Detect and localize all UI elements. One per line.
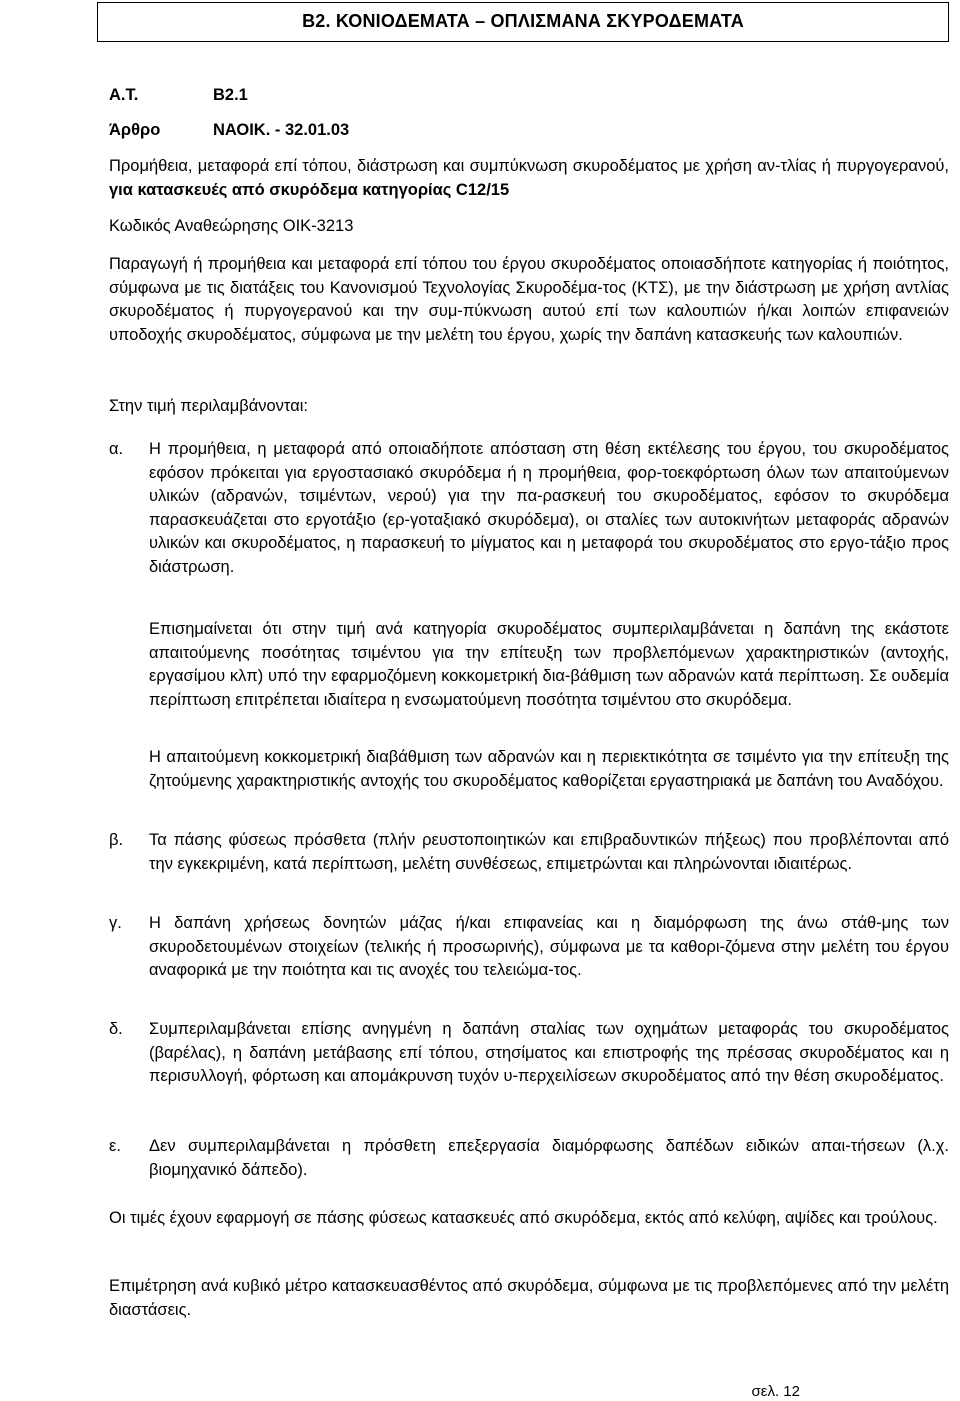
list-marker: α. [109, 440, 124, 458]
list-item-a-para-3 [109, 746, 949, 793]
list-marker: β. [109, 831, 124, 849]
article-label: Άρθρο [109, 121, 161, 139]
revision-code: Κωδικός Αναθεώρησης ΟΙΚ-3213 [109, 217, 354, 235]
page-number: σελ. 12 [751, 1383, 800, 1400]
article-value: ΝΑΟΙΚ. - 32.01.03 [213, 121, 350, 139]
included-heading: Στην τιμή περιλαμβάνονται: [109, 397, 309, 415]
item-description: Παραγωγή ή προμήθεια και μεταφορά επί τόπου του έργου σκυροδέματος οποιασδήποτε κατηγορίας ή ποιότητος, σύμφωνα με τις διατάξεις του Κανονισμού Τεχνολογίας Σκυροδέμα-τος (ΚΤΣ), με την διάστρωση με χρήση αντλίας σκυροδέματος ή πυργογερανού και την συμ-πύκνωση αυτού επί των καλουπιών ή/και λοιπών επιφανειών υποδοχής σκυροδέματος, σύμφωνα με την μελέτη του έργου, χωρίς την δαπάνη κατασκευής των καλουπιών. [109, 255, 949, 344]
section-title: Β2. ΚΟΝΙΟΔΕΜΑΤΑ – ΟΠΛΙΣΜΑΝΑ ΣΚΥΡΟΔΕΜΑΤΑ [302, 11, 744, 31]
at-value: Β2.1 [213, 86, 248, 104]
list-item-paragraph: Η προμήθεια, η μεταφορά από οποιαδήποτε απόσταση στη θέση εκτέλεσης του έργου, του σκυροδέματος εφόσον πρόκειται για εργοστασιακό σκυρόδεμα ή η προμήθεια, φορ-τοεκφόρτωση όλων των απαιτούμενων υλικών (αδρανών, τσιμέντων, νερού) για την πα-ρασκευή του σκυροδέματος, εφόσον το σκυρόδεμα παρασκευάζεται στο εργοτάξιο (ερ-γοταξιακό σκυρόδεμα), οι σταλίες των αυτοκινήτων μεταφοράς αδρανών υλικών και σκυροδέματος, η παρασκευή το μίγματος και η μεταφορά του σκυροδέματος στο εργο-τάξιο προς διάστρωση. [149, 440, 949, 576]
list-marker: γ. [109, 914, 122, 932]
applicability-note: Οι τιμές έχουν εφαρμογή σε πάσης φύσεως κατασκευές από σκυρόδεμα, εκτός από κελύφη, αψίδες και τρούλους. [109, 1209, 938, 1227]
section-header-box [97, 2, 949, 42]
item-title [109, 155, 949, 202]
list-item-c [109, 912, 949, 983]
at-label: Α.Τ. [109, 86, 139, 104]
list-item-paragraph: Η απαιτούμενη κοκκομετρική διαβάθμιση των αδρανών και η περιεκτικότητα σε τσιμέντο για την επίτευξη της ζητούμενης χαρακτηριστικής αντοχής του σκυροδέματος καθορίζεται εργαστηριακά με δαπάνη του Αναδόχου. [149, 748, 949, 790]
list-item-paragraph: Η δαπάνη χρήσεως δονητών μάζας ή/και επιφανείας και η διαμόρφωση της άνω στάθ-μης των σκυροδετουμένων στοιχείων (τελικής ή προσωρινής), σύμφωνα με τα καθορι-ζόμενα στην μελέτη του έργου αναφορικά με την ποιότητα και τις ανοχές του τελειώμα-τος. [149, 914, 949, 979]
list-item-b [109, 829, 949, 876]
list-item-paragraph: Δεν συμπεριλαμβάνεται η πρόσθετη επεξεργασία διαμόρφωσης δαπέδων ειδικών απαι-τήσεων (λ.χ. βιομηχανικό δάπεδο). [149, 1137, 949, 1179]
list-marker: ε. [109, 1137, 121, 1155]
list-item-d [109, 1018, 949, 1089]
list-item-e [109, 1135, 949, 1182]
item-title-plain: Προμήθεια, μεταφορά επί τόπου, διάστρωση και συμπύκνωση σκυροδέματος με χρήση αν-τλίας ή πυργογερανού, [109, 157, 949, 175]
list-item-a [109, 438, 949, 579]
measurement-note: Επιμέτρηση ανά κυβικό μέτρο κατασκευασθέντος από σκυρόδεμα, σύμφωνα με τις προβλεπόμενες από την μελέτη διαστάσεις. [109, 1277, 949, 1319]
list-marker: δ. [109, 1020, 123, 1038]
list-item-paragraph: Επισημαίνεται ότι στην τιμή ανά κατηγορία σκυροδέματος συμπεριλαμβάνεται η δαπάνη της εκάστοτε απαιτούμενης ποσότητας τσιμέντου για την επίτευξη των προβλεπόμενων χαρακτηριστικών (αντοχής, εργασίμου κλπ) υπό την εφαρμοζόμενη κοκκομετρική δια-βάθμιση των αδρανών κατά περίπτωση. Σε ουδεμία περίπτωση επιτρέπεται ιδιαίτερα η ενσωματούμενη ποσότητα τσιμέντου στο σκυρόδεμα. [149, 620, 949, 709]
list-item-paragraph: Συμπεριλαμβάνεται επίσης ανηγμένη η δαπάνη σταλίας των οχημάτων μεταφοράς του σκυροδέματος (βαρέλας), η δαπάνη μετάβασης επί τόπου, στησίματος και επιστροφής της πρέσσας σκυροδέματος και η περισυλλογή, φόρτωση και απομάκρυνση τυχόν υ-περχειλίσεων σκυροδέματος από την θέση σκυροδέματος. [149, 1020, 949, 1085]
item-title-bold: για κατασκευές από σκυρόδεμα κατηγορίας C12/15 [109, 180, 510, 199]
list-item-paragraph: Τα πάσης φύσεως πρόσθετα (πλήν ρευστοποιητικών και επιβραδυντικών πήξεως) που προβλέπονται από την εγκεκριμένη, κατά περίπτωση, μελέτη συνθέσεως, επιμετρώνται και πληρώνονται ιδιαιτέρως. [149, 831, 949, 873]
list-item-a-para-2 [109, 618, 949, 712]
